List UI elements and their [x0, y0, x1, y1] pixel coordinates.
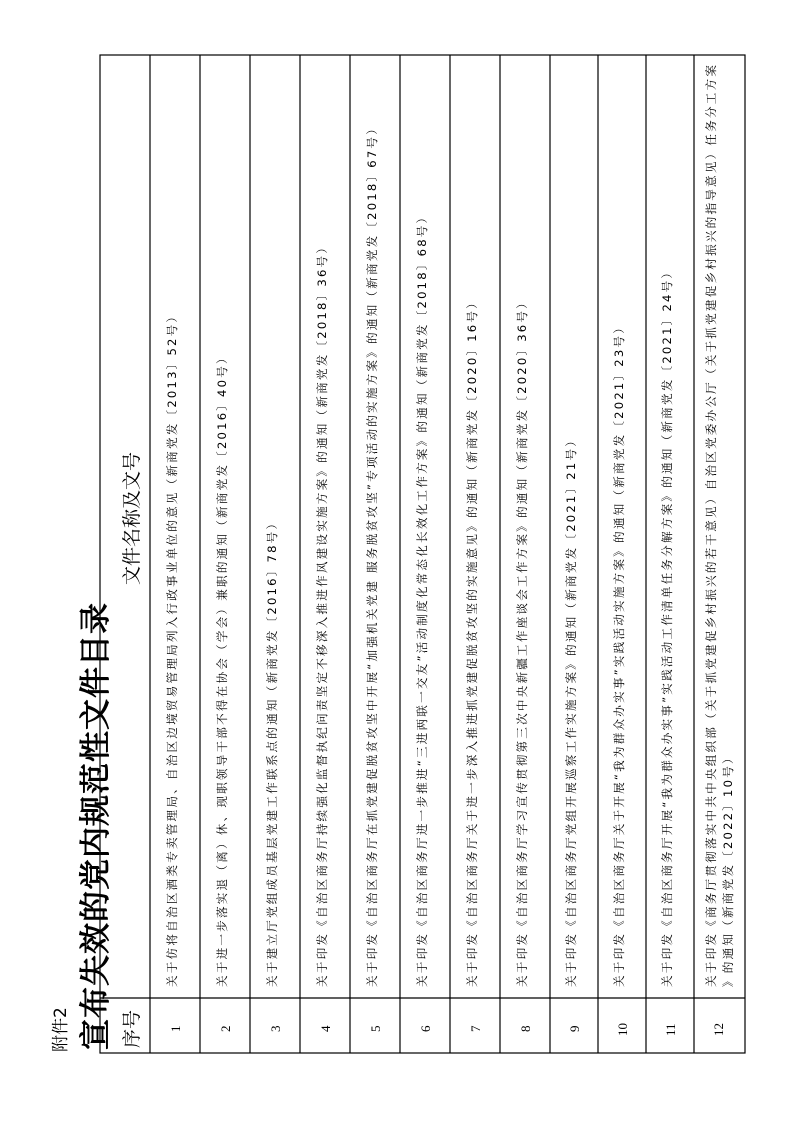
row-name: 关于印发《自治区商务厅学习宣传贯彻第三次中央新疆工作座谈会工作方案》的通知（新商党发〔2020〕36号） — [515, 295, 529, 987]
row-seq: 8 — [518, 1025, 533, 1032]
row-seq: 1 — [168, 1025, 183, 1032]
document-title: 宣布失效的党内规范性文件目录 — [78, 602, 114, 1050]
header-name: 文件名称及文号 — [121, 451, 143, 585]
row-name: 关于印发《自治区商务厅持续强化监督执纪问责坚定不移深入推进作风建设实施方案》的通知（新商党发〔2018〕36号） — [315, 239, 329, 987]
row-seq: 2 — [218, 1025, 233, 1032]
row-name: 关于印发《自治区商务厅关于进一步深入推进抓党建促脱贫攻坚的实施意见》的通知（新商党发〔2020〕16号） — [465, 295, 479, 987]
header-seq: 序号 — [121, 1009, 143, 1048]
annex-label: 附件2 — [51, 1007, 71, 1052]
row-seq: 9 — [567, 1025, 582, 1032]
row-seq: 3 — [268, 1025, 283, 1032]
row-name: 关于印发《自治区商务厅关于开展“我为群众办实事”实践活动实施方案》的通知（新商党发〔2021〕23号） — [612, 319, 626, 987]
row-name: 关于进一步落实退（离）休、现职领导干部不得在协会（学会）兼职的通知（新商党发〔2016〕40号） — [215, 350, 229, 987]
row-name: 关于印发《自治区商务厅开展“我为群众办实事”实践活动工作清单任务分解方案》的通知（新商党发〔2021〕24号） — [660, 264, 674, 987]
row-seq: 6 — [418, 1025, 433, 1032]
row-seq: 10 — [615, 1023, 630, 1036]
row-name: 关于印发《自治区商务厅在抓党建促脱贫攻坚中开展“加强机关党建 服务脱贫攻坚”专项活动的实施方案》的通知（新商党发〔2018〕67号） — [365, 120, 379, 987]
row-seq: 4 — [318, 1025, 333, 1032]
row-name: 关于印发《自治区商务厅进一步推进“三进两联一交友”活动制度化常态化长效化工作方案》的通知（新商党发〔2018〕68号） — [415, 209, 429, 987]
row-name: 关于建立厅党组成员基层党建工作联系点的通知（新商党发〔2016〕78号） — [265, 515, 279, 987]
row-name: 关于仿将自治区酒类专卖管理局、自治区边境贸易管理局列入行政事业单位的意见（新商党发〔2013〕52号） — [165, 308, 179, 987]
row-seq: 12 — [711, 1023, 726, 1036]
row-name: 关于印发《自治区商务厅党组开展巡察工作实施方案》的通知（新商党发〔2021〕21号） — [564, 432, 578, 987]
row-name: 关于印发《商务厅贯彻落实中共中央组织部（关于抓党建促乡村振兴的若干意见）自治区党委办公厅（关于抓党建促乡村振兴的指导意见）任务分工方案 — [704, 62, 718, 987]
row-seq: 7 — [468, 1025, 483, 1032]
row-seq: 11 — [663, 1023, 678, 1036]
row-name-continued: 》的通知（新商党发〔2022〕10号） — [721, 750, 735, 987]
row-seq: 5 — [368, 1025, 383, 1032]
